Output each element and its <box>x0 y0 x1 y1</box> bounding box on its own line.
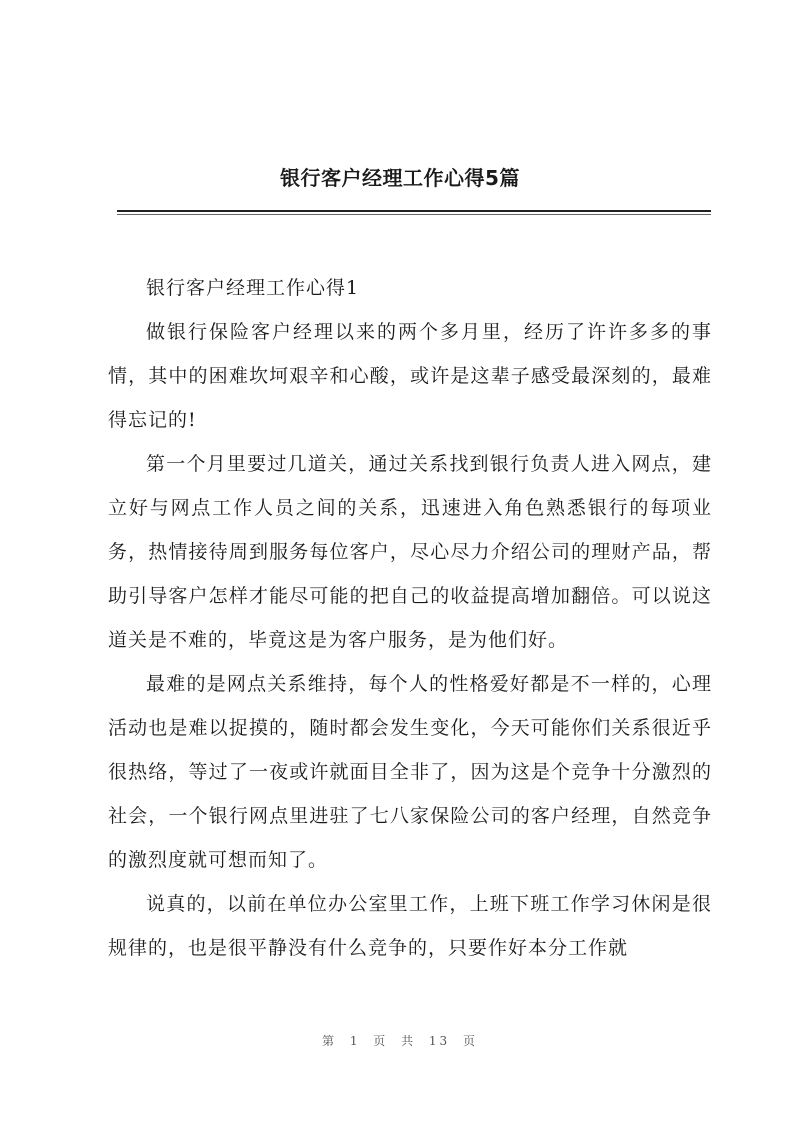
page-footer: 第 1 页 共 13 页 <box>322 1034 478 1048</box>
paragraph-1: 做银行保险客户经理以来的两个多月里，经历了许许多多的事情，其中的困难坎坷艰辛和心酸，或许是这辈子感受最深刻的，最难得忘记的! <box>108 321 712 431</box>
paragraph-3: 最难的是网点关系维持，每个人的性格爱好都是不一样的，心理活动也是难以捉摸的，随时都会发生变化，今天可能你们关系很近乎很热络，等过了一夜或许就面目全非了，因为这是个竞争十分激烈的社会，一个银行网点里进驻了七八家保险公司的客户经理，自然竞争的激烈度就可想而知了。 <box>108 673 712 871</box>
title-rule-thin <box>117 214 711 215</box>
paragraph-2: 第一个月里要过几道关，通过关系找到银行负责人进入网点，建立好与网点工作人员之间的关系，迅速进入角色熟悉银行的每项业务，热情接待周到服务每位客户，尽心尽力介绍公司的理财产品，帮助引导客户怎样才能尽可能的把自己的收益提高增加翻倍。可以说这道关是不难的，毕竟这是为客户服务，是为他们好。 <box>108 453 712 651</box>
title-rule <box>117 210 711 212</box>
page-title: 银行客户经理工作心得5篇 <box>280 166 520 190</box>
paragraph-4: 说真的，以前在单位办公室里工作，上班下班工作学习休闲是很规律的，也是很平静没有什么竞争的，只要作好本分工作就 <box>108 893 712 959</box>
section-heading: 银行客户经理工作心得1 <box>146 277 360 299</box>
document-body <box>108 266 712 970</box>
